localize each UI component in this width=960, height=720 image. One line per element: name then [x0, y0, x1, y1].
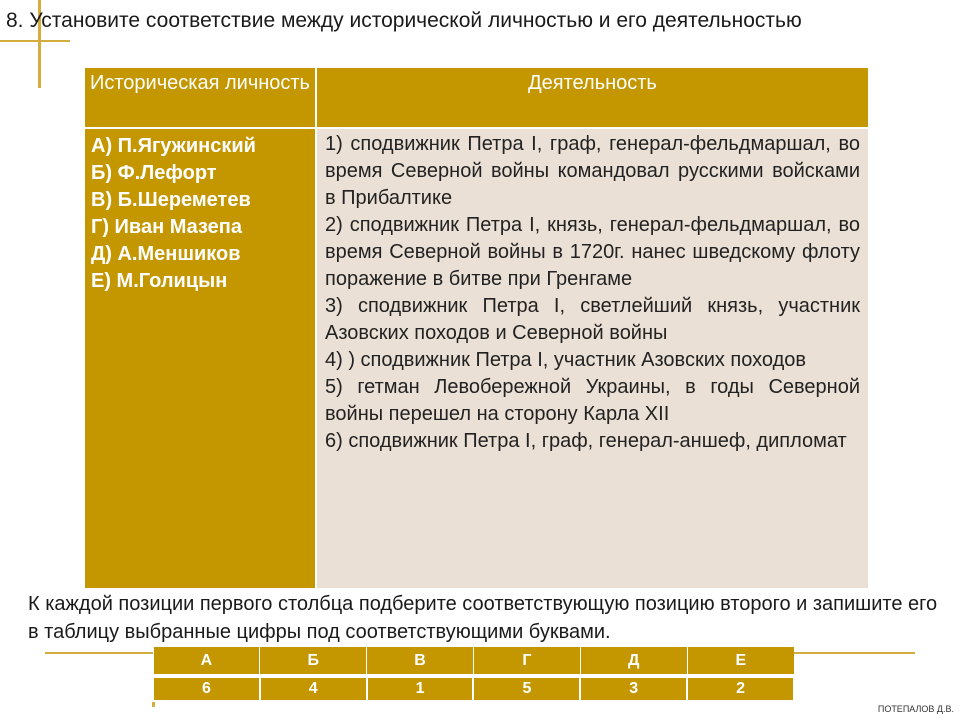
answer-digit: 1 [367, 676, 474, 701]
answer-letter: Д [580, 647, 687, 676]
answer-table [152, 647, 795, 702]
person-item: Б) Ф.Лефорт [91, 162, 217, 184]
persons-cell [85, 128, 316, 588]
answer-digit: 6 [153, 676, 260, 701]
header-activity: Деятельность [316, 68, 868, 128]
answer-letter: В [367, 647, 474, 676]
slide-title: 8. Установите соответствие между исторической личностью и его деятельностью [6, 9, 802, 32]
activity-item: 6) сподвижник Петра I, граф, генерал-аншеф, дипломат [325, 430, 847, 452]
decor-line-horizontal-top [0, 40, 70, 42]
activity-item: 1) сподвижник Петра I, граф, генерал-фельдмаршал, во время Северной войны командовал русскими войсками в Прибалтике [325, 133, 860, 209]
person-item: Д) А.Меншиков [91, 243, 241, 265]
instructions-text: К каждой позиции первого столбца подберите соответствующую позицию второго и запишите его в таблицу выбранные цифры под соответствующими буквами. [28, 593, 938, 643]
author-footer: ПОТЕПАЛОВ Д.В. [877, 704, 954, 714]
header-person: Историческая личность [85, 68, 316, 128]
matching-table [85, 68, 868, 588]
answer-letter: Б [260, 647, 367, 676]
answer-letter: Г [473, 647, 580, 676]
person-item: Е) М.Голицын [91, 270, 228, 292]
person-item: В) Б.Шереметев [91, 189, 251, 211]
person-item: А) П.Ягужинский [91, 135, 256, 157]
answer-letters-row [153, 647, 794, 676]
activity-item: 5) гетман Левобережной Украины, в годы Северной войны перешел на сторону Карла XII [325, 376, 860, 425]
answer-letter: Е [687, 647, 794, 676]
answer-digits-row [153, 676, 794, 701]
activity-item: 3) сподвижник Петра I, светлейший князь, участник Азовских походов и Северной войны [325, 295, 860, 344]
answer-digit: 2 [687, 676, 794, 701]
activities-cell [316, 128, 868, 588]
activity-item: 2) сподвижник Петра I, князь, генерал-фельдмаршал, во время Северной войны в 1720г. нанес шведскому флоту поражение в битве при Гренгаме [325, 214, 860, 290]
activity-item: 4) ) сподвижник Петра I, участник Азовских походов [325, 349, 807, 371]
person-item: Г) Иван Мазепа [91, 216, 242, 238]
answer-digit: 3 [580, 676, 687, 701]
answer-digit: 5 [473, 676, 580, 701]
answer-digit: 4 [260, 676, 367, 701]
answer-letter: А [153, 647, 260, 676]
